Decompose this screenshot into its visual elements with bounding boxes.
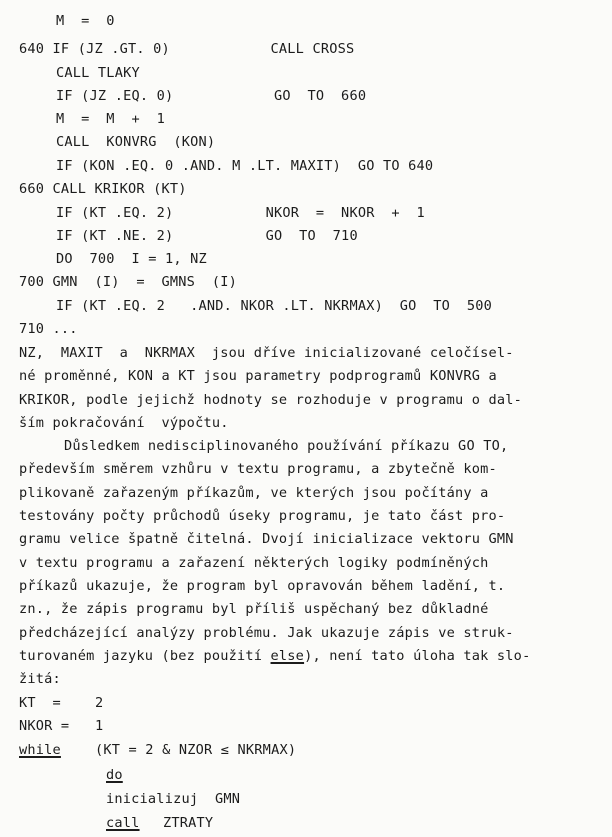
- code-line: IF (JZ .EQ. 0) GO TO 660: [56, 88, 367, 104]
- text-segment: ), není tato úloha tak slo-: [304, 648, 531, 664]
- text-line: gramu velice špatně čitelná. Dvojí inicializace vektoru GMN: [19, 531, 514, 547]
- text-line: testovány počty průchodů úseky programu, je tato část pro-: [19, 508, 506, 524]
- text-line: především směrem vzhůru v textu programu, a zbytečně kom-: [19, 461, 497, 477]
- text-line: [19, 647, 530, 665]
- call-target: ZTRATY: [163, 815, 214, 831]
- code-line: IF (KT .EQ. 2 .AND. NKOR .LT. NKRMAX) GO TO 500: [56, 298, 492, 314]
- code-line: M = 0: [56, 13, 115, 29]
- code-line: 700 GMN (I) = GMNS (I): [19, 274, 237, 290]
- call-keyword: call: [106, 815, 140, 831]
- code-line: DO 700 I = 1, NZ: [56, 251, 207, 267]
- code-line: M = M + 1: [56, 111, 165, 127]
- code-line: CALL TLAKY: [56, 65, 140, 81]
- text-line: žitá:: [19, 671, 61, 687]
- text-line: NZ, MAXIT a NKRMAX jsou dříve inicializované celočísel-: [19, 345, 514, 361]
- code-line: IF (KT .NE. 2) GO TO 710: [56, 228, 358, 244]
- text-line: předcházející analýzy problému. Jak ukazuje zápis ve struk-: [19, 625, 514, 641]
- text-segment: turovaném jazyku (bez použití: [19, 648, 271, 664]
- code-line: 660 CALL KRIKOR (KT): [19, 181, 187, 197]
- text-line: KRIKOR, podle jejichž hodnoty se rozhoduje v programu o dal-: [19, 392, 523, 408]
- text-line: v textu programu a zařazení některých logiky podmíněných: [19, 555, 489, 571]
- code-line: 710 ...: [19, 321, 78, 337]
- text-line: Důsledkem nedisciplinovaného používání příkazu GO TO,: [64, 438, 509, 454]
- code-line: IF (KT .EQ. 2) NKOR = NKOR + 1: [56, 205, 425, 221]
- code-line: IF (KON .EQ. 0 .AND. M .LT. MAXIT) GO TO 640: [56, 158, 434, 174]
- text-line: příkazů ukazuje, že program byl opravován během ladění, t.: [19, 578, 506, 594]
- while-keyword: while: [19, 742, 61, 758]
- code-line: CALL KONVRG (KON): [56, 134, 216, 150]
- nkor-label: NKOR =: [19, 718, 70, 734]
- nkor-value: 1: [95, 718, 104, 734]
- do-keyword: do: [106, 767, 123, 783]
- keyword-else: else: [270, 648, 305, 664]
- kt-label: KT =: [19, 695, 61, 711]
- while-condition: (KT = 2 & NZOR ≤ NKRMAX): [95, 742, 297, 758]
- text-line: ším pokračování výpočtu.: [19, 415, 229, 431]
- kt-value: 2: [95, 695, 104, 711]
- text-line: né proměnné, KON a KT jsou parametry podprogramů KONVRG a: [19, 368, 497, 384]
- text-line: plikovaně zařazeným příkazům, ve kterých jsou počítány a: [19, 485, 489, 501]
- text-line: zn., že zápis programu byl příliš uspěchaný bez důkladné: [19, 601, 489, 617]
- init-statement: inicializuj GMN: [106, 791, 241, 807]
- code-line: 640 IF (JZ .GT. 0) CALL CROSS: [19, 41, 355, 57]
